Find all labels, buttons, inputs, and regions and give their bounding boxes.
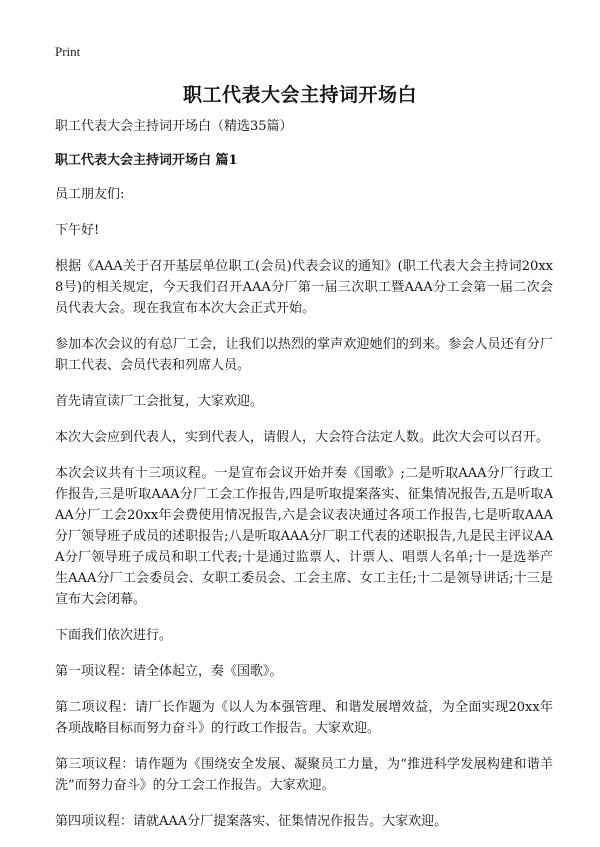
paragraph-quorum: 本次大会应到代表人，实到代表人，请假人，大会符合法定人数。此次大会可以召开。: [55, 430, 550, 445]
paragraph-attendees: 参加本次会议的有总厂工会，让我们以热烈的掌声欢迎她们的到来。参会人员还有分厂职工代表、会员代表和列席人员。: [55, 337, 553, 373]
document-body: [55, 116, 553, 847]
paragraph-agenda: 本次会议共有十三项议程。一是宣布会议开始并奏《国歌》;二是听取AAA分厂行政工作报告,三是听取AAA分厂工会工作报告,四是听取提案落实、征集情况报告,五是听取AAA分厂工会20xx年会费使用情况报告,六是会议表决通过各项工作报告,七是听取AAA分厂领导班子成员的述职报告;八是听取AAA分厂职工代表的述职报告,九是民主评议AAA分厂领导班子成员和职工代表;十是通过监票人、计票人、唱票人名单;十一是选举产生AAA分厂工会委员会、女职工委员会、工会主席、女工主任;十二是领导讲话;十三是宣布大会闭幕。: [55, 466, 553, 607]
paragraph-opening: 根据《AAA关于召开基层单位职工(会员)代表会议的通知》(职工代表大会主持词20xx8号)的相关规定，今天我们召开AAA分厂第一届三次职工暨AAA分工会第一届二次会员代表大会。现在我宣布本次大会正式开始。: [55, 259, 553, 316]
section-heading: 职工代表大会主持词开场白 篇1: [55, 153, 238, 168]
paragraph-item-4: 第四项议程：请就AAA分厂提案落实、征集情况作报告。大家欢迎。: [55, 814, 448, 829]
paragraph-approval: 首先请宣读厂工会批复，大家欢迎。: [55, 394, 264, 409]
paragraph-greeting: 员工朋友们:: [55, 187, 125, 202]
page-title: 职工代表大会主持词开场白: [182, 84, 417, 106]
paragraph-item-1: 第一项议程：请全体起立，奏《国歌》。: [55, 664, 283, 679]
print-label: Print: [55, 44, 81, 59]
paragraph-proceed: 下面我们依次进行。: [55, 628, 173, 643]
paragraph-item-2: 第二项议程：请厂长作题为《以人为本强管理、和谐发展增效益，为全面实现20xx年各项战略目标而努力奋斗》的行政工作报告。大家欢迎。: [55, 700, 553, 736]
document-subtitle: 职工代表大会主持词开场白（精选35篇）: [55, 119, 293, 134]
paragraph-good-afternoon: 下午好!: [55, 223, 100, 238]
paragraph-item-3: 第三项议程：请作题为《围绕安全发展、凝聚员工力量，为“推进科学发展构建和谐羊洗”而努力奋斗》的分工会工作报告。大家欢迎。: [55, 757, 553, 793]
